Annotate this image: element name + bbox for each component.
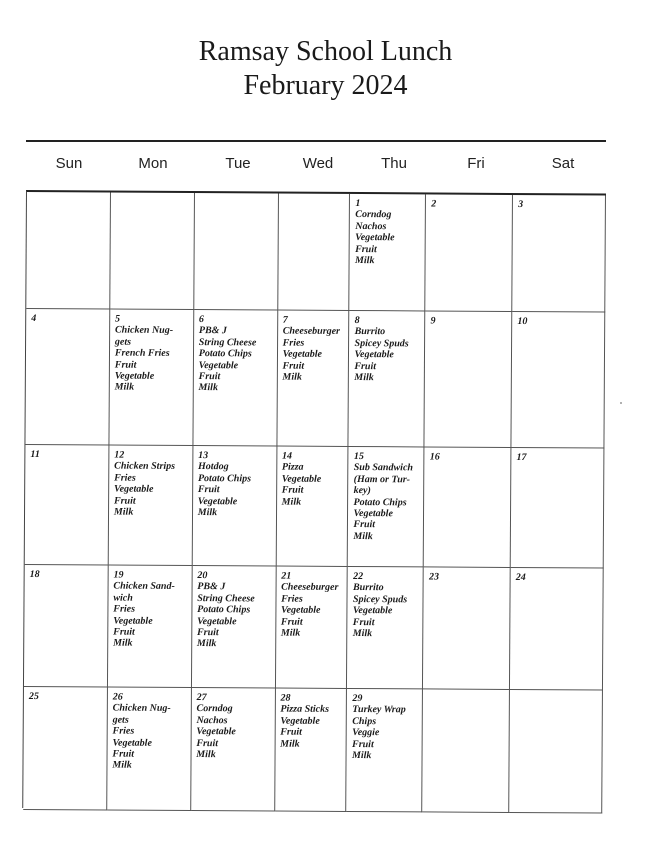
calendar-grid <box>22 190 606 812</box>
menu-item: Fruit <box>352 738 374 750</box>
menu-item: Fruit <box>196 737 219 749</box>
day-number: 15 <box>353 451 364 463</box>
menu-item: String Cheese <box>198 336 257 349</box>
day-cell <box>23 687 108 811</box>
day-cell <box>108 566 193 689</box>
menu-item: Potato Chips <box>197 604 251 616</box>
day-number: 23 <box>428 571 440 583</box>
day-cell <box>25 309 110 446</box>
weekday-header-wed: Wed <box>302 155 334 172</box>
menu-item: Milk <box>354 255 375 267</box>
menu-item: Hotdog <box>197 461 229 473</box>
scan-speck <box>620 402 622 404</box>
day-cell <box>192 446 277 567</box>
menu-item: Milk <box>280 627 301 639</box>
menu-item: Fruit <box>197 484 220 496</box>
weekday-header-sun: Sun <box>55 155 83 172</box>
weekday-header-sat: Sat <box>551 155 575 172</box>
day-number: 4 <box>31 313 37 325</box>
menu-item: Vegetable <box>114 370 155 382</box>
day-number: 21 <box>281 570 292 582</box>
calendar-week-row <box>23 687 603 814</box>
menu-item: Vegetable <box>198 359 239 371</box>
menu-item: Fruit <box>114 359 137 371</box>
menu-item: PB& J <box>198 325 227 337</box>
menu-item: Fruit <box>113 626 135 638</box>
day-number: 29 <box>352 693 363 705</box>
day-cell <box>348 447 425 567</box>
menu-item: Milk <box>281 496 302 508</box>
day-number: 6 <box>198 314 204 326</box>
menu-item: Potato Chips <box>198 348 252 360</box>
day-cell <box>512 312 606 449</box>
day-cell <box>509 690 603 814</box>
menu-item: Fries <box>112 725 135 737</box>
day-cell <box>423 567 511 690</box>
menu-item: Corndog <box>355 209 392 221</box>
menu-item: Fruit <box>112 748 135 760</box>
menu-item: Potato Chips <box>197 472 252 485</box>
day-cell <box>109 446 194 567</box>
page-subtitle: February 2024 <box>243 70 408 101</box>
day-number: 3 <box>518 199 524 211</box>
menu-item: Chicken Strips <box>114 460 176 473</box>
menu-item: Milk <box>113 506 134 518</box>
day-number: 28 <box>280 692 291 704</box>
menu-item: gets <box>112 714 129 726</box>
menu-item: Milk <box>353 530 373 542</box>
menu-item: Fruit <box>198 371 221 383</box>
menu-item: Milk <box>351 750 372 762</box>
day-number: 19 <box>113 569 124 581</box>
menu-item: Fruit <box>355 243 377 255</box>
day-cell <box>193 310 278 447</box>
menu-item: PB& J <box>197 581 226 593</box>
menu-item: Chicken Nug- <box>114 324 174 337</box>
day-cell <box>426 194 514 312</box>
menu-item: Fruit <box>354 360 377 372</box>
menu-item: Fries <box>114 472 136 484</box>
day-number: 18 <box>29 569 40 581</box>
menu-item: Milk <box>198 382 218 394</box>
menu-item: key) <box>353 485 371 497</box>
menu-item: Chips <box>352 715 377 727</box>
menu-item: Pizza Sticks <box>280 703 330 716</box>
header-divider <box>26 140 606 142</box>
menu-item: Fries <box>113 603 136 615</box>
day-number: 10 <box>517 316 528 328</box>
menu-item: Vegetable <box>280 604 321 617</box>
menu-item: Milk <box>352 628 373 640</box>
day-number: 16 <box>429 451 440 463</box>
menu-item: Chicken Nug- <box>112 702 171 715</box>
day-cell <box>511 448 605 569</box>
menu-item: Vegetable <box>352 605 393 617</box>
day-cell <box>349 311 426 447</box>
day-number: 27 <box>196 692 207 704</box>
menu-item: Vegetable <box>282 348 323 361</box>
menu-item: French Fries <box>114 347 170 360</box>
menu-item: Nachos <box>355 220 387 233</box>
day-cell <box>276 447 349 567</box>
menu-item: Fruit <box>282 360 305 372</box>
menu-item: Fries <box>282 337 305 349</box>
menu-item: Milk <box>114 381 135 394</box>
day-cell <box>25 445 110 566</box>
day-number: 11 <box>30 449 40 461</box>
menu-item: Vegetable <box>355 232 395 244</box>
menu-item: Milk <box>282 371 302 383</box>
menu-item: Vegetable <box>353 508 393 520</box>
day-cell <box>24 565 109 688</box>
day-cell <box>347 567 424 689</box>
menu-item: Vegetable <box>280 715 320 727</box>
menu-item: Pizza <box>281 461 304 474</box>
day-number: 20 <box>197 570 208 582</box>
day-cell <box>275 689 348 812</box>
day-cell <box>425 311 513 448</box>
weekday-header-thu: Thu <box>381 155 407 172</box>
day-cell <box>26 192 111 310</box>
menu-item: Potato Chips <box>353 496 407 508</box>
menu-item: Fruit <box>281 484 304 496</box>
day-number: 25 <box>28 691 39 703</box>
weekday-header-mon: Mon <box>138 155 168 172</box>
weekday-header-fri: Fri <box>467 155 485 172</box>
menu-item: Vegetable <box>354 349 394 361</box>
menu-item: (Ham or Tur- <box>353 473 411 486</box>
day-cell <box>347 689 424 812</box>
day-number: 17 <box>516 452 527 464</box>
menu-item: Vegetable <box>196 726 236 738</box>
menu-item: Fruit <box>113 495 136 507</box>
day-number: 9 <box>430 315 436 327</box>
menu-item: Veggie <box>352 727 380 739</box>
menu-item: Chicken Sand- <box>113 580 175 593</box>
page-title: Ramsay School Lunch <box>198 36 453 67</box>
menu-item: wich <box>113 592 133 604</box>
day-number: 5 <box>115 313 121 325</box>
menu-item: Burrito <box>352 582 384 594</box>
day-cell <box>276 567 349 689</box>
calendar-week-row <box>26 192 606 313</box>
menu-item: Milk <box>354 372 374 384</box>
menu-item: Vegetable <box>197 615 237 627</box>
day-cell <box>194 193 279 311</box>
day-number: 7 <box>282 314 288 326</box>
day-cell <box>510 568 604 691</box>
calendar-week-row <box>25 445 605 569</box>
menu-item: Fruit <box>196 627 219 639</box>
menu-item: Spicey Spuds <box>352 593 408 606</box>
menu-item: Spicey Spuds <box>354 337 409 350</box>
menu-item: Vegetable <box>113 615 153 627</box>
menu-item: Fruit <box>280 616 303 628</box>
menu-item: Fries <box>281 593 303 605</box>
menu-item: Milk <box>196 749 216 761</box>
day-number: 24 <box>515 571 526 584</box>
menu-item: Corndog <box>196 703 233 715</box>
day-number: 2 <box>431 198 437 210</box>
day-number: 1 <box>355 198 361 210</box>
day-cell <box>423 689 511 813</box>
menu-item: Turkey Wrap <box>352 704 406 716</box>
menu-item: Vegetable <box>197 495 238 507</box>
menu-item: Burrito <box>354 326 386 338</box>
day-cell <box>277 311 350 447</box>
menu-item: Fruit <box>353 519 376 531</box>
day-number: 26 <box>112 691 123 703</box>
day-number: 22 <box>353 571 364 583</box>
day-cell <box>109 310 194 447</box>
menu-item: Milk <box>280 738 300 750</box>
menu-item: Milk <box>113 637 133 650</box>
menu-item: Vegetable <box>113 483 154 496</box>
menu-item: Fruit <box>280 726 302 738</box>
calendar-week-row <box>25 309 605 449</box>
day-number: 12 <box>114 449 125 461</box>
menu-item: Nachos <box>196 714 228 727</box>
menu-item: Milk <box>196 638 217 650</box>
menu-item: Fruit <box>352 616 375 628</box>
day-cell <box>278 194 351 311</box>
calendar-week-row <box>24 565 604 691</box>
menu-item: String Cheese <box>197 592 255 605</box>
weekday-header-tue: Tue <box>225 155 251 172</box>
day-cell <box>512 195 606 313</box>
menu-item: Milk <box>112 759 132 772</box>
menu-item: Milk <box>197 507 218 519</box>
day-number: 8 <box>354 315 360 327</box>
day-cell <box>110 193 195 311</box>
day-cell <box>107 688 192 812</box>
menu-item: gets <box>114 336 132 348</box>
menu-item: Vegetable <box>112 737 152 749</box>
day-number: 13 <box>198 450 209 462</box>
calendar-wrap <box>22 190 606 812</box>
day-cell <box>350 194 427 311</box>
menu-item: Sub Sandwich <box>353 462 413 474</box>
day-cell <box>191 688 276 812</box>
menu-item: Cheeseburger <box>282 325 340 338</box>
menu-item: Vegetable <box>281 473 322 485</box>
day-number: 14 <box>281 450 292 462</box>
day-cell <box>424 447 512 568</box>
menu-item: Cheeseburger <box>281 581 339 594</box>
day-cell <box>192 566 277 689</box>
